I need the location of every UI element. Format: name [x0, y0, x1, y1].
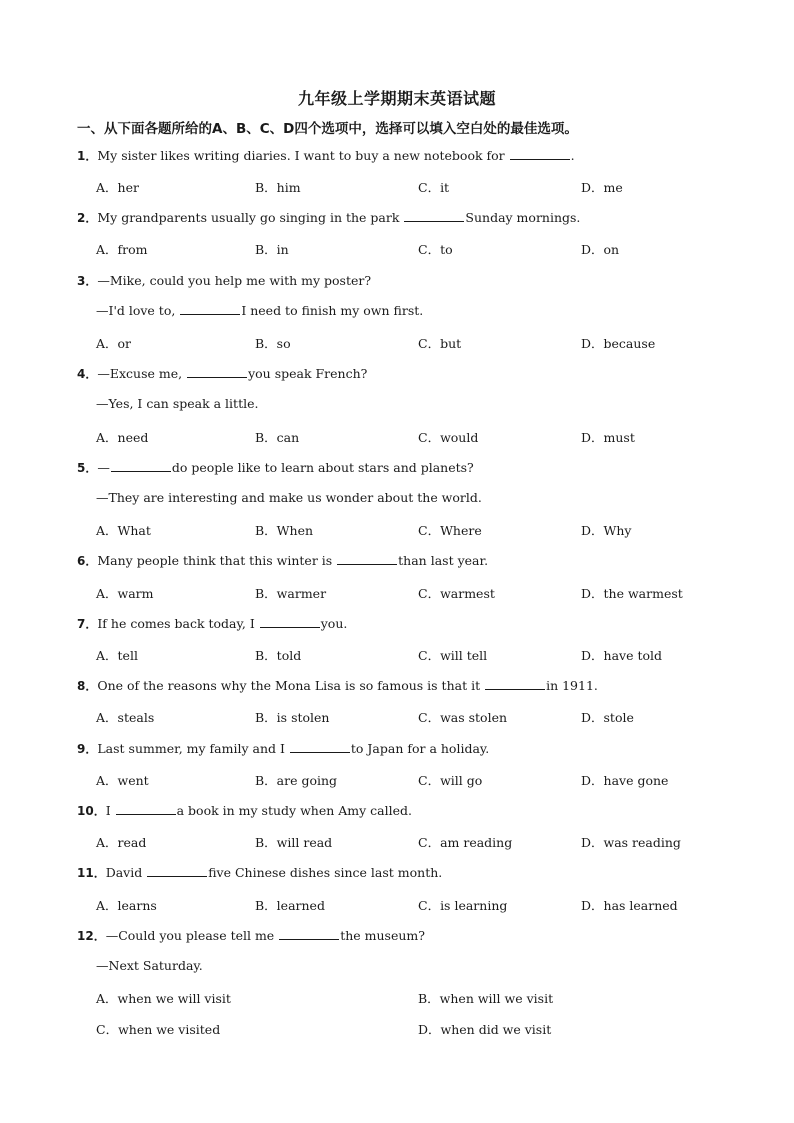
question-4: 4．—Excuse me, you speak French? [77, 366, 368, 381]
q5-option-a: A．What [96, 523, 151, 538]
q12-option-d: D．when did we visit [418, 1022, 552, 1037]
q10-option-a: A．read [96, 835, 147, 850]
page-title: 九年级上学期期末英语试题 [297, 89, 496, 108]
answer-blank [180, 303, 240, 315]
q3-option-b: B．so [255, 336, 291, 351]
q9-option-c: C．will go [418, 773, 483, 788]
question-11: 11．David five Chinese dishes since last month. [77, 865, 443, 880]
q5-option-d: D．Why [581, 523, 632, 538]
question-2: 2．My grandparents usually go singing in the park Sunday mornings. [77, 210, 581, 225]
q1-option-c: C．it [418, 180, 450, 195]
question-3: 3．—Mike, could you help me with my poster? [77, 273, 372, 288]
question-5: 5．— do people like to learn about stars and planets? [77, 460, 474, 475]
q7-option-a: A．tell [96, 648, 138, 663]
q2-option-b: B．in [255, 242, 289, 257]
q10-option-b: B．will read [255, 835, 333, 850]
q12-option-a: A．when we will visit [96, 991, 231, 1006]
q11-option-c: C．is learning [418, 898, 508, 913]
question-6: 6．Many people think that this winter is than last year. [77, 553, 489, 568]
question-10: 10．I a book in my study when Amy called. [77, 803, 412, 818]
question-7: 7．If he comes back today, I you. [77, 616, 348, 631]
answer-blank [337, 553, 397, 565]
answer-blank [260, 616, 320, 628]
q3-option-c: C．but [418, 336, 462, 351]
question-1: 1．My sister likes writing diaries. I want to buy a new notebook for . [77, 148, 575, 163]
q5-option-c: C．Where [418, 523, 482, 538]
q4-option-d: D．must [581, 430, 635, 445]
q9-option-a: A．went [96, 773, 149, 788]
answer-blank [111, 460, 171, 472]
q9-option-d: D．have gone [581, 773, 669, 788]
q3-option-a: A．or [96, 336, 132, 351]
q6-option-c: C．warmest [418, 586, 495, 601]
question-12-reply: —Next Saturday. [96, 958, 203, 973]
answer-blank [116, 803, 176, 815]
q5-option-b: B．When [255, 523, 314, 538]
q8-option-b: B．is stolen [255, 710, 330, 725]
q1-option-d: D．me [581, 180, 623, 195]
q8-option-d: D．stole [581, 710, 634, 725]
question-5-reply: —They are interesting and make us wonder about the world. [96, 490, 482, 505]
answer-blank [147, 865, 207, 877]
q9-option-b: B．are going [255, 773, 338, 788]
q6-option-d: D．the warmest [581, 586, 683, 601]
q1-option-a: A．her [96, 180, 139, 195]
answer-blank [290, 741, 350, 753]
answer-blank [279, 928, 339, 940]
question-8: 8．One of the reasons why the Mona Lisa is so famous is that it in 1911. [77, 678, 598, 693]
q4-option-a: A．need [96, 430, 149, 445]
q6-option-b: B．warmer [255, 586, 327, 601]
section-heading: 一、从下面各题所给的A、B、C、D四个选项中，选择可以填入空白处的最佳选项。 [77, 121, 578, 137]
q12-option-c: C．when we visited [96, 1022, 221, 1037]
q6-option-a: A．warm [96, 586, 154, 601]
question-4-reply: —Yes, I can speak a little. [96, 396, 259, 411]
q11-option-a: A．learns [96, 898, 157, 913]
answer-blank [404, 210, 464, 222]
q4-option-c: C．would [418, 430, 479, 445]
q12-option-b: B．when will we visit [418, 991, 554, 1006]
q11-option-d: D．has learned [581, 898, 678, 913]
q7-option-d: D．have told [581, 648, 663, 663]
answer-blank [485, 678, 545, 690]
q4-option-b: B．can [255, 430, 300, 445]
q2-option-c: C．to [418, 242, 453, 257]
answer-blank [510, 148, 570, 160]
q7-option-b: B．told [255, 648, 302, 663]
q8-option-a: A．steals [96, 710, 155, 725]
answer-blank [187, 366, 247, 378]
q10-option-d: D．was reading [581, 835, 681, 850]
question-9: 9．Last summer, my family and I to Japan for a holiday. [77, 741, 490, 756]
q2-option-a: A．from [96, 242, 148, 257]
q3-option-d: D．because [581, 336, 656, 351]
question-3-reply: —I'd love to, I need to finish my own first. [96, 303, 424, 318]
question-12: 12．—Could you please tell me the museum? [77, 928, 425, 943]
q8-option-c: C．was stolen [418, 710, 508, 725]
q7-option-c: C．will tell [418, 648, 488, 663]
q10-option-c: C．am reading [418, 835, 513, 850]
q2-option-d: D．on [581, 242, 620, 257]
q11-option-b: B．learned [255, 898, 325, 913]
q1-option-b: B．him [255, 180, 301, 195]
